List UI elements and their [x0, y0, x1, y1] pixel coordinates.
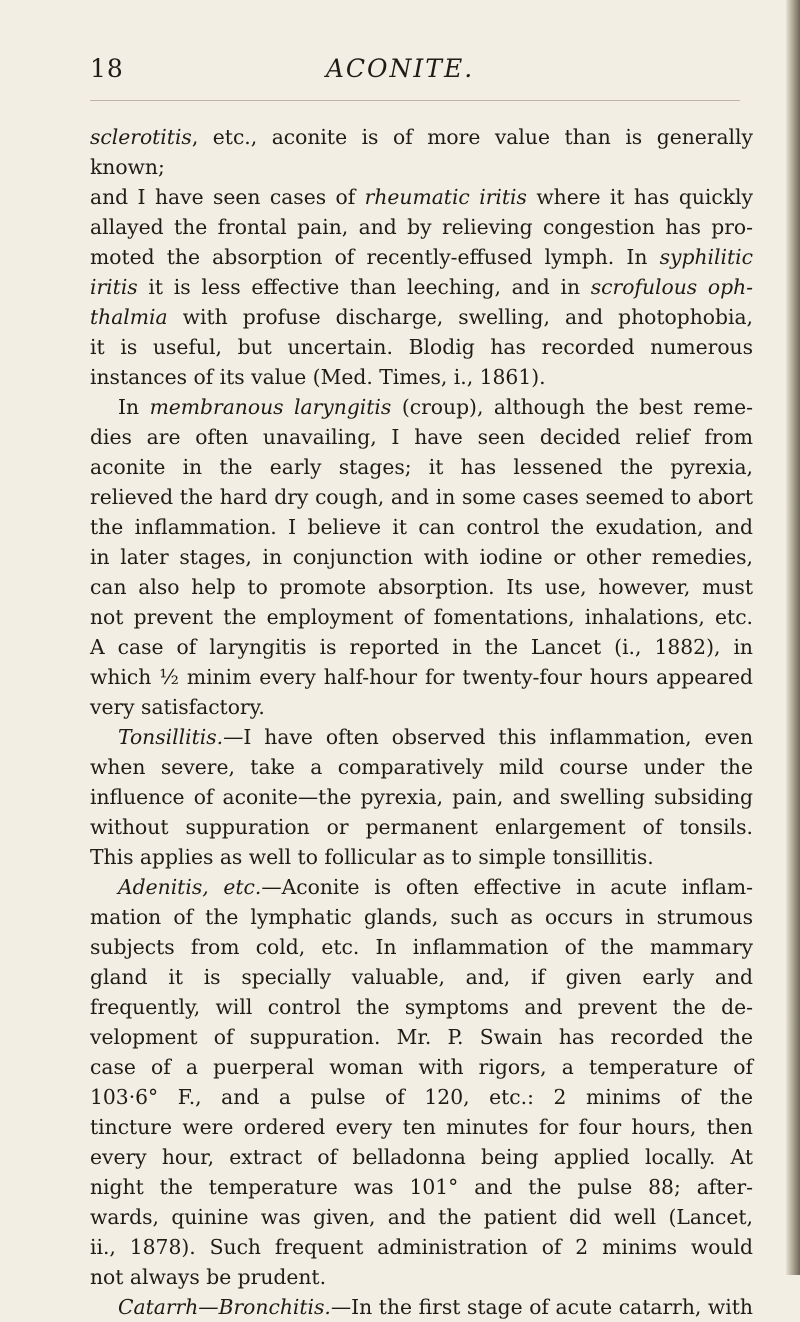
text-run: tincture were ordered every ten minutes for four hours, then: [90, 1115, 753, 1139]
text-run: In: [118, 395, 150, 419]
italic-text: scrofulous oph-: [590, 275, 753, 299]
text-line: [90, 692, 753, 722]
text-run: very satisfactory.: [90, 695, 265, 719]
text-run: the inflammation. I believe it can control the exudation, and: [90, 515, 753, 539]
italic-text: Catarrh—Bronchitis.: [118, 1295, 331, 1319]
text-line: [90, 812, 753, 842]
text-line: [90, 662, 753, 692]
text-line: [90, 422, 753, 452]
text-line: [90, 1112, 753, 1142]
text-line: [90, 332, 753, 362]
text-line: [90, 1262, 753, 1292]
text-line: [90, 1232, 753, 1262]
text-run: , etc., aconite is of more value than is generally known;: [90, 125, 753, 179]
text-run: dies are often unavailing, I have seen decided relief from: [90, 425, 753, 449]
text-line: [90, 122, 753, 182]
italic-text: Tonsillitis.: [118, 725, 224, 749]
italic-text: iritis: [90, 275, 138, 299]
text-line: [90, 302, 753, 332]
italic-text: membranous laryngitis: [149, 395, 392, 419]
italic-text: thalmia: [90, 305, 168, 329]
text-run: night the temperature was 101° and the pulse 88; after-: [90, 1175, 753, 1199]
text-line: [90, 1022, 753, 1052]
text-run: every hour, extract of belladonna being applied locally. At: [90, 1145, 753, 1169]
text-line: [90, 992, 753, 1022]
text-line: [90, 1082, 753, 1112]
text-run: (croup), although the best reme-: [391, 395, 753, 419]
text-run: can also help to promote absorption. Its use, however, must: [90, 575, 753, 599]
text-run: —Aconite is often effective in acute inflam-: [261, 875, 754, 899]
text-run: case of a puerperal woman with rigors, a temperature of: [90, 1055, 753, 1079]
page-header: [0, 48, 800, 88]
text-run: 103·6° F., and a pulse of 120, etc.: 2 minims of the: [90, 1085, 753, 1109]
text-line: [90, 272, 753, 302]
text-line: [90, 572, 753, 602]
text-run: moted the absorption of recently-effused lymph. In: [90, 245, 660, 269]
text-line: [90, 902, 753, 932]
text-line: [90, 452, 753, 482]
text-line: [90, 842, 753, 872]
text-run: without suppuration or permanent enlargement of tonsils.: [90, 815, 753, 839]
text-run: it is useful, but uncertain. Blodig has recorded numerous: [90, 335, 753, 359]
text-run: and I have seen cases of: [90, 185, 365, 209]
text-line: [90, 182, 753, 212]
running-title: ACONITE.: [325, 54, 475, 83]
text-line: [90, 872, 753, 902]
text-line: [90, 482, 753, 512]
text-line: [90, 632, 753, 662]
text-line: [90, 512, 753, 542]
header-rule: [90, 100, 740, 101]
text-line: [90, 1202, 753, 1232]
text-line: [90, 362, 753, 392]
page-edge-shadow: [786, 0, 800, 1275]
text-run: aconite in the early stages; it has lessened the pyrexia,: [90, 455, 753, 479]
body-text: [90, 122, 753, 1322]
text-run: ii., 1878). Such frequent administration of 2 minims would: [90, 1235, 753, 1259]
italic-text: syphilitic: [659, 245, 753, 269]
text-run: gland it is specially valuable, and, if given early and: [90, 965, 753, 989]
text-run: —I have often observed this inflammation, even: [223, 725, 753, 749]
text-line: [90, 1052, 753, 1082]
text-run: in later stages, in conjunction with iodine or other remedies,: [90, 545, 753, 569]
text-run: wards, quinine was given, and the patient did well (Lancet,: [90, 1205, 753, 1229]
text-line: [90, 242, 753, 272]
text-run: —In the first stage of acute catarrh, with: [330, 1295, 753, 1319]
text-line: [90, 962, 753, 992]
text-line: [90, 392, 753, 422]
text-run: subjects from cold, etc. In inflammation of the mammary: [90, 935, 753, 959]
text-run: when severe, take a comparatively mild course under the: [90, 755, 753, 779]
text-run: A case of laryngitis is reported in the Lancet (i., 1882), in: [90, 635, 753, 659]
italic-text: sclerotitis: [90, 125, 192, 149]
text-run: with profuse discharge, swelling, and photophobia,: [167, 305, 753, 329]
text-line: [90, 722, 753, 752]
text-line: [90, 602, 753, 632]
text-run: instances of its value (Med. Times, i., 1861).: [90, 365, 546, 389]
page-number: 18: [90, 54, 124, 83]
text-line: [90, 1172, 753, 1202]
text-line: [90, 1142, 753, 1172]
text-run: influence of aconite—the pyrexia, pain, and swelling subsiding: [90, 785, 753, 809]
text-line: [90, 752, 753, 782]
text-run: mation of the lymphatic glands, such as occurs in strumous: [90, 905, 753, 929]
text-run: it is less effective than leeching, and in: [137, 275, 591, 299]
text-run: relieved the hard dry cough, and in some cases seemed to abort: [90, 485, 753, 509]
text-run: velopment of suppuration. Mr. P. Swain has recorded the: [90, 1025, 753, 1049]
italic-text: rheumatic iritis: [364, 185, 527, 209]
text-run: not always be prudent.: [90, 1265, 327, 1289]
text-line: [90, 542, 753, 572]
text-line: [90, 212, 753, 242]
text-run: frequently, will control the symptoms and prevent the de-: [90, 995, 753, 1019]
text-line: [90, 1292, 753, 1322]
text-run: allayed the frontal pain, and by relieving congestion has pro-: [90, 215, 753, 239]
text-line: [90, 932, 753, 962]
italic-text: Adenitis, etc.: [118, 875, 262, 899]
text-run: not prevent the employment of fomentations, inhalations, etc.: [90, 605, 753, 629]
text-line: [90, 782, 753, 812]
text-run: which ½ minim every half-hour for twenty-four hours appeared: [90, 665, 753, 689]
text-run: where it has quickly: [526, 185, 753, 209]
text-run: This applies as well to follicular as to simple tonsillitis.: [90, 845, 654, 869]
